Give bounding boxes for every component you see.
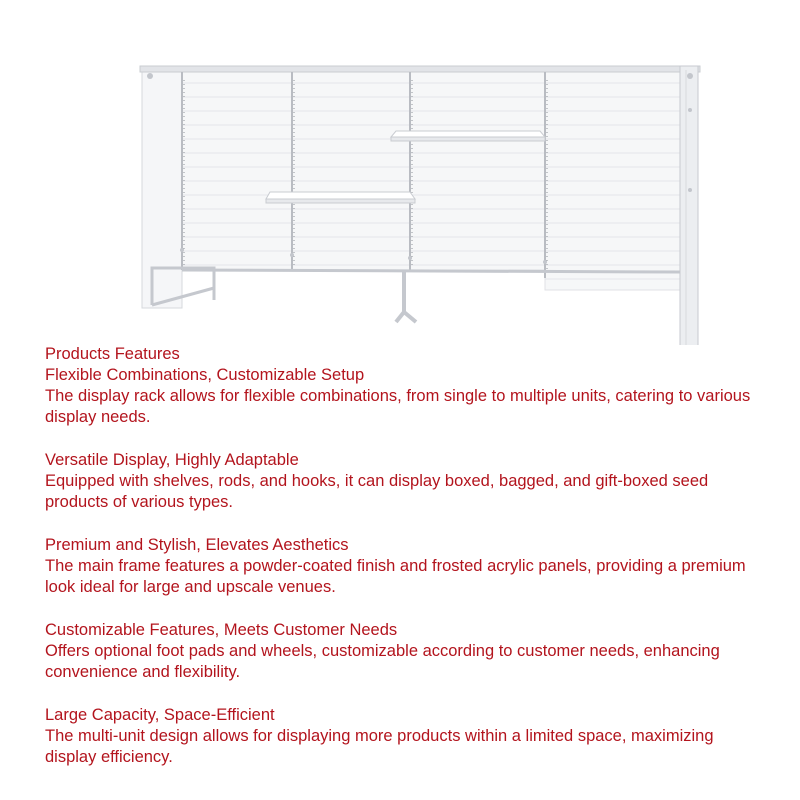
- feature-body: The multi-unit design allows for displaying more products within a limited space, maximizing display efficiency.: [45, 727, 714, 766]
- right-end-frame: [680, 66, 698, 345]
- feature-body: Offers optional foot pads and wheels, customizable according to customer needs, enhancing convenience and flexibility.: [45, 642, 720, 681]
- top-rail: [140, 66, 700, 72]
- feature-heading: Flexible Combinations, Customizable Setup: [45, 366, 365, 384]
- feature-block: [45, 535, 765, 598]
- shelf-upper: [391, 131, 545, 141]
- feature-heading: Versatile Display, Highly Adaptable: [45, 451, 299, 469]
- feature-body: The main frame features a powder-coated finish and frosted acrylic panels, providing a premium look ideal for large and upscale venues.: [45, 557, 746, 596]
- feature-block: [45, 450, 765, 513]
- product-image: [0, 0, 800, 345]
- section-title: Products Features: [45, 345, 180, 363]
- feature-block: [45, 620, 765, 683]
- center-foot: [396, 272, 416, 322]
- feature-heading: Customizable Features, Meets Customer Needs: [45, 621, 398, 639]
- feature-block: [45, 365, 765, 428]
- feature-heading: Premium and Stylish, Elevates Aesthetics: [45, 536, 349, 554]
- feature-body: The display rack allows for flexible combinations, from single to multiple units, catering to various display needs.: [45, 387, 751, 426]
- feature-block: [45, 705, 765, 768]
- feature-heading: Large Capacity, Space-Efficient: [45, 706, 275, 724]
- features-section: [45, 344, 765, 790]
- shelf-lower: [266, 192, 415, 203]
- feature-body: Equipped with shelves, rods, and hooks, it can display boxed, bagged, and gift-boxed seed products of various types.: [45, 472, 709, 511]
